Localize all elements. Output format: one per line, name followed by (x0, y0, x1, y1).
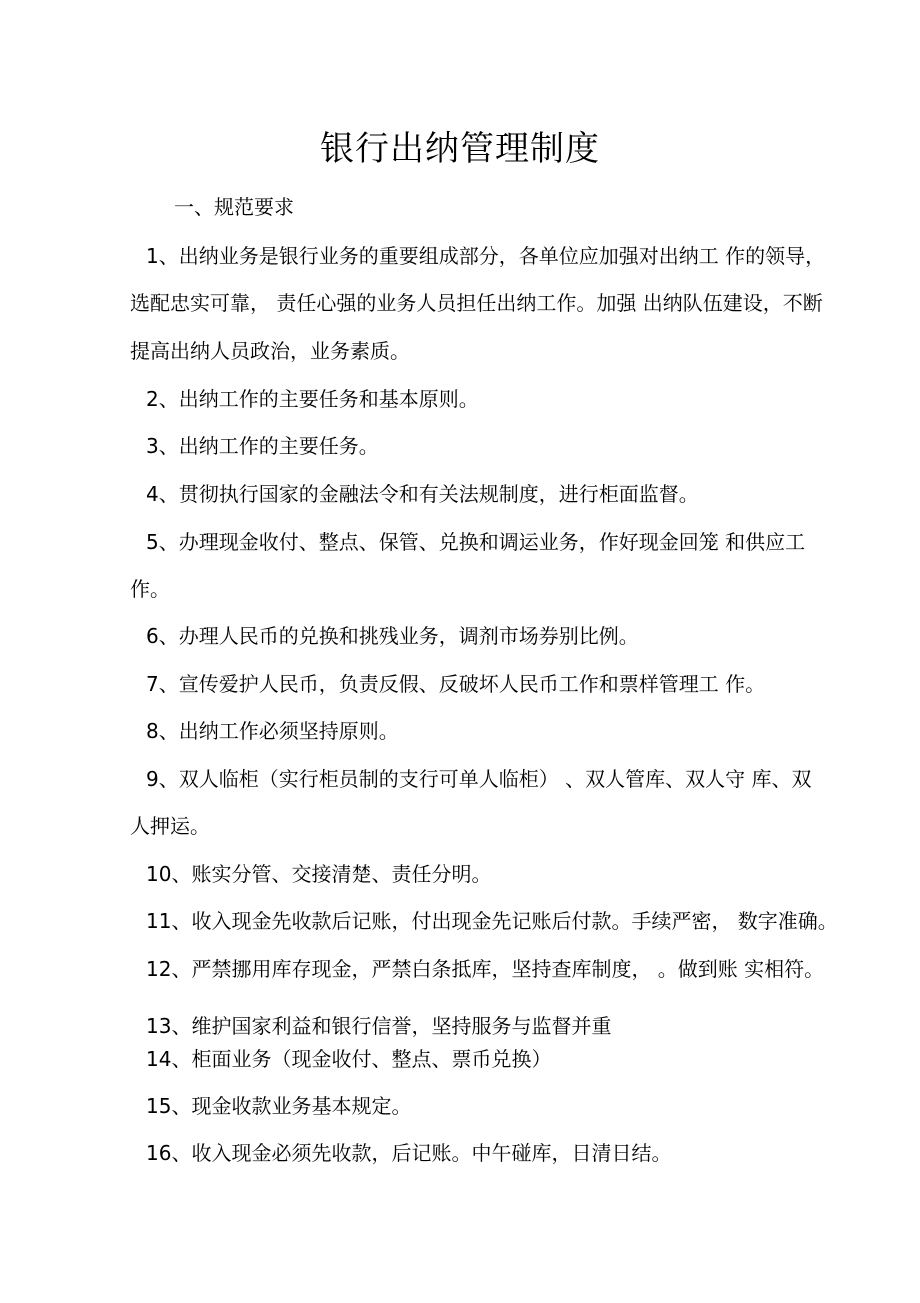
paragraph-line: 2、出纳工作的主要任务和基本原则。 (146, 387, 479, 411)
paragraph-line: 16、收入现金必须先收款，后记账。中午碰库，日清日结。 (146, 1141, 672, 1165)
paragraph-line: 4、贯彻执行国家的金融法令和有关法规制度，进行柜面监督。 (146, 482, 699, 506)
paragraph-line: 人押运。 (130, 814, 210, 838)
paragraph-line: 3、出纳工作的主要任务。 (146, 434, 379, 458)
paragraph-line: 选配忠实可靠， 责任心强的业务人员担任出纳工作。加强 出纳队伍建设，不断 (130, 291, 823, 315)
paragraph-line: 10、账实分管、交接清楚、责任分明。 (146, 862, 492, 886)
paragraph-line: 5、办理现金收付、整点、保管、兑换和调运业务，作好现金回笼 和供应工 (146, 530, 806, 554)
paragraph-line: 提高出纳人员政治，业务素质。 (130, 339, 410, 363)
paragraph-line: 作。 (130, 577, 170, 601)
paragraph-line: 9、双人临柜（实行柜员制的支行可单人临柜） 、双人管库、双人守 库、双 (146, 767, 812, 791)
paragraph-line: 1、出纳业务是银行业务的重要组成部分，各单位应加强对出纳工 作的领导， (146, 244, 826, 268)
document-title: 银行出纳管理制度 (320, 129, 600, 169)
paragraph-line: 11、收入现金先收款后记账，付出现金先记账后付款。手续严密， 数字准确。 (146, 909, 838, 933)
paragraph-line: 7、宣传爱护人民币，负责反假、反破坏人民币工作和票样管理工 作。 (146, 672, 766, 696)
paragraph-line: 13、维护国家利益和银行信誉，坚持服务与监督并重 (146, 1014, 612, 1038)
paragraph-line: 6、办理人民币的兑换和挑残业务，调剂市场券别比例。 (146, 624, 639, 648)
paragraph-line: 15、现金收款业务基本规定。 (146, 1094, 412, 1118)
section-heading: 一、规范要求 (174, 195, 294, 219)
paragraph-line: 8、出纳工作必须坚持原则。 (146, 719, 399, 743)
paragraph-line: 12、严禁挪用库存现金，严禁白条抵库，坚持查库制度， 。做到账 实相符。 (146, 957, 825, 981)
paragraph-line: 14、柜面业务（现金收付、整点、票币兑换） (146, 1047, 552, 1071)
